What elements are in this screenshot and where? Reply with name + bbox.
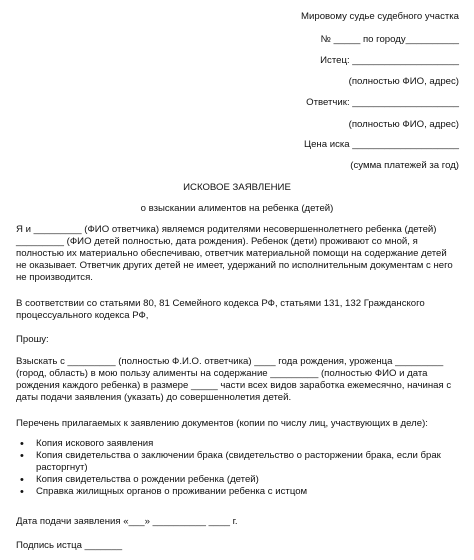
bullet-icon: • [20,474,24,486]
attachments-intro: Перечень прилагаемых к заявлению документов (копии по числу лиц, участвующих в деле): [16,418,428,429]
paragraph-legal-basis [16,298,464,322]
text-line: Копия свидетельства о заключении брака (свидетельство о расторжении брака, если брак [36,450,441,461]
bullet-icon: • [20,438,24,450]
list-item [16,450,464,474]
defendant-note: (полностью ФИО, адрес) [348,119,459,130]
text-line: Справка жилищных органов о проживании ребенка с истцом [36,486,308,497]
attachments-list [16,438,464,498]
text-line: полностью их материально обеспечиваю, ответчик материальной помощи на содержание детей [16,248,447,259]
court-number-line: № _____ по городу__________ [320,34,459,45]
bullet-icon: • [20,450,24,462]
list-item [16,438,464,450]
text-line: даты подачи заявления (указать) до совершеннолетия детей. [16,392,292,403]
text-line: не производится. [16,272,93,283]
document-subtitle: о взыскании алиментов на ребенка (детей) [140,203,334,214]
addressee-line: Мировому судье судебного участка [301,11,459,22]
text-line: процессуального кодекса РФ, [16,310,149,321]
text-line: Я и _________ (ФИО ответчика) являемся родителями несовершеннолетнего ребенка (детей) [16,224,437,235]
claim-price-line: Цена иска ____________________ [303,139,459,150]
text-line: (город, область) в мою пользу алименты на содержание _________ (полностью ФИО и дата [16,368,428,379]
bullet-icon: • [20,486,24,498]
plaintiff-note: (полностью ФИО, адрес) [348,76,459,87]
list-item [16,474,464,486]
document-title: ИСКОВОЕ ЗАЯВЛЕНИЕ [183,182,291,193]
plaintiff-line: Истец: ____________________ [320,55,459,66]
text-line: Копия искового заявления [36,438,154,449]
paragraph-claim [16,356,464,404]
text-line: рождения каждого ребенка) в размере _____ части всех видов заработка ежемесячно, начиная с [16,380,452,391]
text-line: не оказывает. Ответчик других детей не имеет, удержаний по исполнительным документам с него [16,260,453,271]
text-line: Взыскать с _________ (полностью Ф.И.О. ответчика) ____ года рождения, уроженца _________ [16,356,444,367]
text-line: расторгнут) [36,462,88,473]
text-line: В соответствии со статьями 80, 81 Семейного кодекса РФ, статьями 131, 132 Гражданского [16,298,425,309]
text-line: _________ (ФИО детей полностью, дата рождения). Ребенок (дети) проживают со мной, я [16,236,418,247]
request-heading: Прошу: [16,334,49,345]
list-item [16,486,464,498]
paragraph-parents [16,224,464,284]
claim-price-note: (сумма платежей за год) [350,160,459,171]
date-line: Дата подачи заявления «___» __________ ____ г. [16,516,238,527]
defendant-line: Ответчик: ____________________ [306,97,459,108]
signature-line: Подпись истца _______ [16,540,123,551]
text-line: Копия свидетельства о рождении ребенка (детей) [36,474,259,485]
